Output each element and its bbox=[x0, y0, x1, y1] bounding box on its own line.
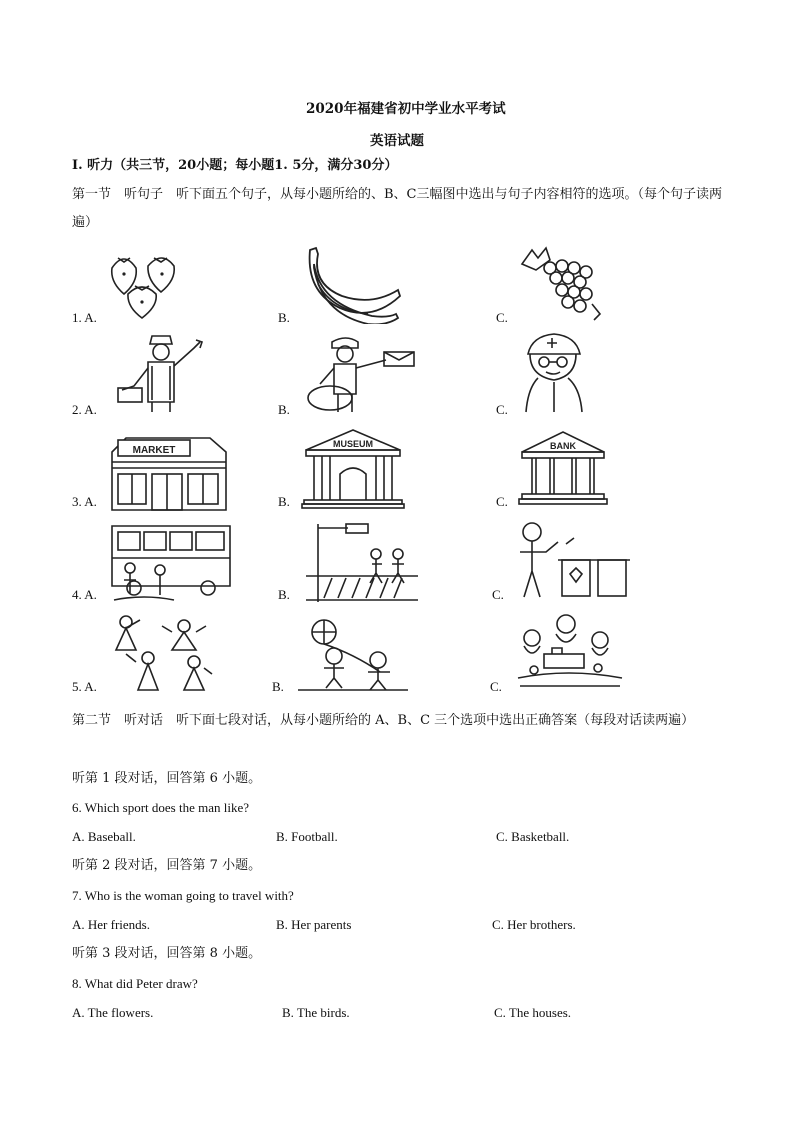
section-heading: Ⅰ. 听力（共三节，20小题；每小题1. 5分，满分30分） bbox=[72, 158, 398, 173]
q8-option-c: C. The houses. bbox=[494, 1005, 572, 1020]
dancers-picture bbox=[106, 612, 216, 694]
question-8: 8. What did Peter draw? bbox=[72, 976, 198, 991]
bank-picture bbox=[518, 428, 608, 508]
q2-label-c: C. bbox=[496, 402, 508, 417]
q3-label-b: B. bbox=[278, 494, 290, 509]
q6-option-c: C. Basketball. bbox=[496, 829, 570, 844]
part1-instruction: 第一节 听句子 听下面五个句子，从每小题所给的、B、C三幅图中选出与句子内容相符的选项。（每个句子读两遍） bbox=[72, 187, 723, 230]
grapes-picture bbox=[516, 242, 608, 324]
question-7: 7. Who is the woman going to travel with? bbox=[72, 888, 294, 903]
q6-option-b: B. Football. bbox=[276, 829, 338, 844]
question-6: 6. Which sport does the man like? bbox=[72, 800, 250, 815]
doctor-picture bbox=[518, 332, 588, 414]
page-subtitle: 英语试题 bbox=[370, 133, 424, 149]
q1-label-a: 1. A. bbox=[72, 310, 97, 325]
q7-option-b: B. Her parents bbox=[276, 917, 352, 932]
q7-option-c: C. Her brothers. bbox=[492, 917, 576, 932]
q4-label-b: B. bbox=[278, 587, 290, 602]
q4-label-a: 4. A. bbox=[72, 587, 97, 602]
dialogue-1-intro: 听第 1 段对话，回答第 6 小题。 bbox=[72, 771, 262, 786]
market-sign: MARKET bbox=[132, 445, 176, 456]
bananas-picture bbox=[298, 244, 402, 324]
q7-option-a: A. Her friends. bbox=[72, 917, 150, 932]
q3-label-c: C. bbox=[496, 494, 508, 509]
q8-option-b: B. The birds. bbox=[282, 1005, 350, 1020]
kite-flying-picture bbox=[294, 612, 410, 692]
worker-picture bbox=[112, 334, 220, 414]
strawberries-picture bbox=[104, 246, 190, 322]
q4-label-c: C. bbox=[492, 587, 504, 602]
q5-label-b: B. bbox=[272, 679, 284, 694]
recycling-picture bbox=[512, 520, 632, 602]
bank-sign: BANK bbox=[550, 441, 576, 451]
q5-label-c: C. bbox=[490, 679, 502, 694]
museum-sign: MUSEUM bbox=[333, 439, 373, 449]
bus-picture bbox=[104, 518, 236, 606]
postman-picture bbox=[302, 334, 420, 416]
q2-label-b: B. bbox=[278, 402, 290, 417]
q1-label-b: B. bbox=[278, 310, 290, 325]
page-title: 2020年福建省初中学业水平考试 bbox=[306, 101, 506, 117]
q5-label-a: 5. A. bbox=[72, 679, 97, 694]
market-picture bbox=[108, 428, 230, 512]
q8-option-a: A. The flowers. bbox=[72, 1005, 154, 1020]
dialogue-2-intro: 听第 2 段对话，回答第 7 小题。 bbox=[72, 858, 262, 873]
q6-option-a: A. Baseball. bbox=[72, 829, 136, 844]
q2-label-a: 2. A. bbox=[72, 402, 97, 417]
crossing-road-picture bbox=[302, 520, 422, 604]
q3-label-a: 3. A. bbox=[72, 494, 97, 509]
dialogue-3-intro: 听第 3 段对话，回答第 8 小题。 bbox=[72, 946, 262, 961]
q1-label-c: C. bbox=[496, 310, 508, 325]
picnic-picture bbox=[514, 610, 624, 692]
part2-instruction: 第二节 听对话 听下面七段对话，从每小题所给的 A、B、C 三个选项中选出正确答案（每段对话读两遍） bbox=[72, 713, 695, 728]
museum-picture bbox=[300, 428, 406, 510]
